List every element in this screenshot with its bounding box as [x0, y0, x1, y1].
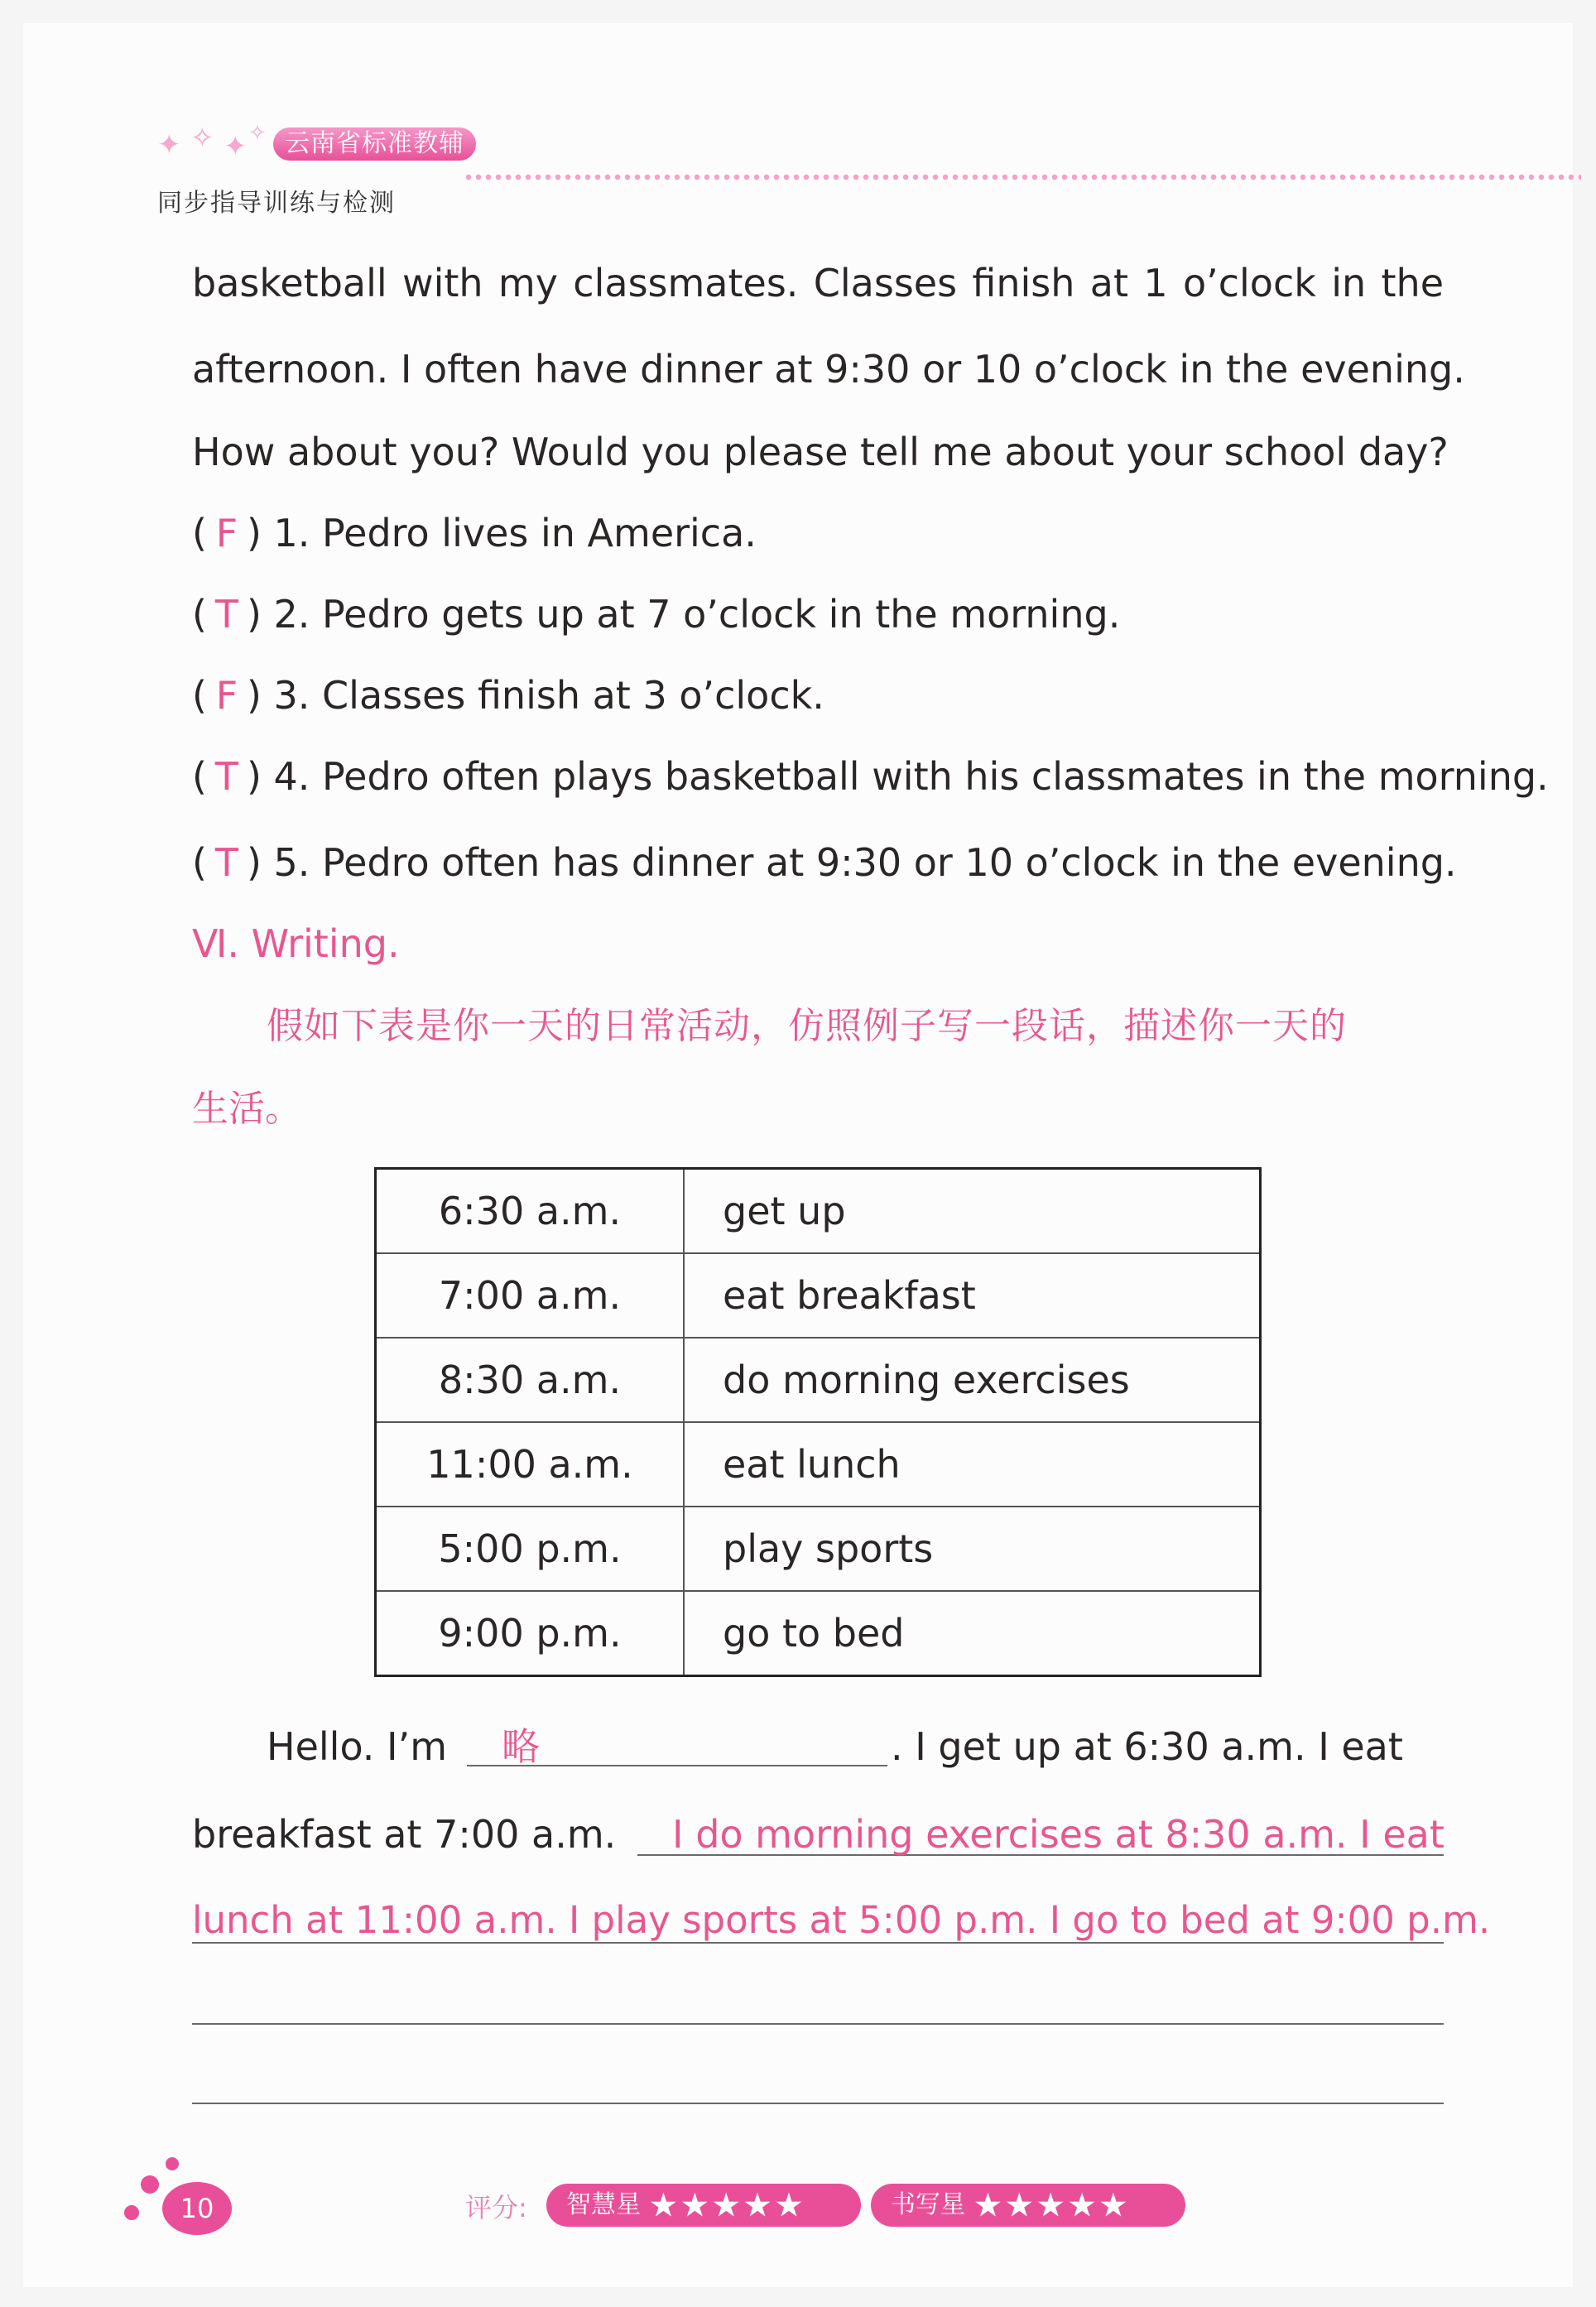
score-label: 评分:: [465, 2192, 527, 2223]
writing-instruction: 生活。: [192, 1088, 301, 1130]
bracket-close: ): [246, 511, 262, 555]
example-text: breakfast at 7:00 a.m.: [192, 1812, 617, 1857]
writing-instruction: 假如下表是你一天的日常活动，仿照例子写一段话，描述你一天的: [267, 1005, 1347, 1047]
sparkle-icon: ✧: [190, 122, 214, 155]
series-title: 云南省标准教辅: [273, 127, 476, 161]
activity-cell: get up: [684, 1169, 1261, 1254]
passage-line: afternoon. I often have dinner at 9:30 or 10 o’clock in the evening.: [192, 347, 1465, 392]
answer-mark: F: [215, 511, 238, 555]
paw-dot-icon: [124, 2205, 139, 2220]
name-answer: 略: [502, 1724, 540, 1769]
table-row: [376, 1507, 1261, 1591]
sparkle-icon: ✦: [157, 128, 181, 161]
star-icon: ★★★★★: [973, 2186, 1130, 2225]
example-text: . I get up at 6:30 a.m. I eat: [891, 1724, 1403, 1769]
passage-line: How about you? Would you please tell me about your school day?: [192, 430, 1449, 474]
table-row: [376, 1591, 1261, 1676]
sparkle-icon: ✧: [248, 121, 267, 146]
question-item: [192, 508, 757, 558]
activity-cell: eat breakfast: [684, 1253, 1261, 1338]
time-cell: 5:00 p.m.: [376, 1507, 685, 1591]
table-row: [376, 1169, 1261, 1254]
question-text: 3. Classes finish at 3 o’clock.: [273, 673, 824, 718]
paw-dot-icon: [166, 2157, 179, 2170]
question-text: 4. Pedro often plays basketball with his classmates in the morning.: [273, 754, 1549, 799]
schedule-table: [374, 1167, 1262, 1677]
table-row: [376, 1253, 1261, 1338]
bracket-open: (: [192, 840, 207, 885]
question-text: 5. Pedro often has dinner at 9:30 or 10 o’clock in the evening.: [273, 840, 1457, 885]
activity-cell: go to bed: [684, 1591, 1261, 1676]
bracket-close: ): [246, 673, 262, 718]
rating-label: 智慧星: [566, 2190, 641, 2219]
blank-line: [192, 2103, 1444, 2104]
bracket-close: ): [246, 840, 262, 885]
writing-heading: Ⅵ. Writing.: [192, 921, 400, 966]
blank-line: [192, 2023, 1444, 2025]
bracket-open: (: [192, 511, 207, 555]
question-item: [192, 589, 1120, 639]
bracket-open: (: [192, 592, 207, 637]
answer-mark: T: [214, 592, 238, 637]
passage-line: basketball with my classmates. Classes finish at 1 o’clock in the: [192, 261, 1444, 305]
bracket-open: (: [192, 754, 207, 799]
written-answer: lunch at 11:00 a.m. I play sports at 5:00 p.m. I go to bed at 9:00 p.m.: [192, 1898, 1491, 1942]
answer-mark: F: [215, 673, 238, 718]
question-text: 1. Pedro lives in America.: [273, 511, 757, 555]
time-cell: 6:30 a.m.: [376, 1169, 685, 1254]
paw-dot-icon: [141, 2175, 159, 2194]
time-cell: 11:00 a.m.: [376, 1422, 685, 1507]
bracket-close: ): [246, 592, 262, 637]
bracket-open: (: [192, 673, 207, 718]
written-answer: I do morning exercises at 8:30 a.m. I eat: [672, 1812, 1445, 1857]
time-cell: 8:30 a.m.: [376, 1338, 685, 1422]
header-subtitle: 同步指导训练与检测: [157, 189, 396, 218]
page-number: 10: [162, 2182, 232, 2235]
question-text: 2. Pedro gets up at 7 o’clock in the morning.: [273, 592, 1121, 637]
bracket-close: ): [246, 754, 262, 799]
table-row: [376, 1338, 1261, 1422]
question-item: [192, 752, 1549, 801]
question-item: [192, 838, 1457, 887]
wisdom-rating: [546, 2184, 861, 2227]
table-row: [376, 1422, 1261, 1507]
time-cell: 7:00 a.m.: [376, 1253, 685, 1338]
sparkle-icon: ✦: [224, 130, 248, 163]
answer-mark: T: [214, 754, 238, 799]
rating-label: 书写星: [891, 2190, 965, 2219]
activity-cell: play sports: [684, 1507, 1261, 1591]
example-hello: Hello. I’m: [267, 1724, 448, 1769]
writing-rating: [871, 2184, 1185, 2227]
activity-cell: eat lunch: [684, 1422, 1261, 1507]
header-dotted-rule: [464, 174, 1581, 180]
activity-cell: do morning exercises: [684, 1338, 1261, 1422]
answer-mark: T: [214, 840, 238, 885]
star-icon: ★★★★★: [648, 2186, 805, 2225]
question-item: [192, 670, 824, 720]
time-cell: 9:00 p.m.: [376, 1591, 685, 1676]
